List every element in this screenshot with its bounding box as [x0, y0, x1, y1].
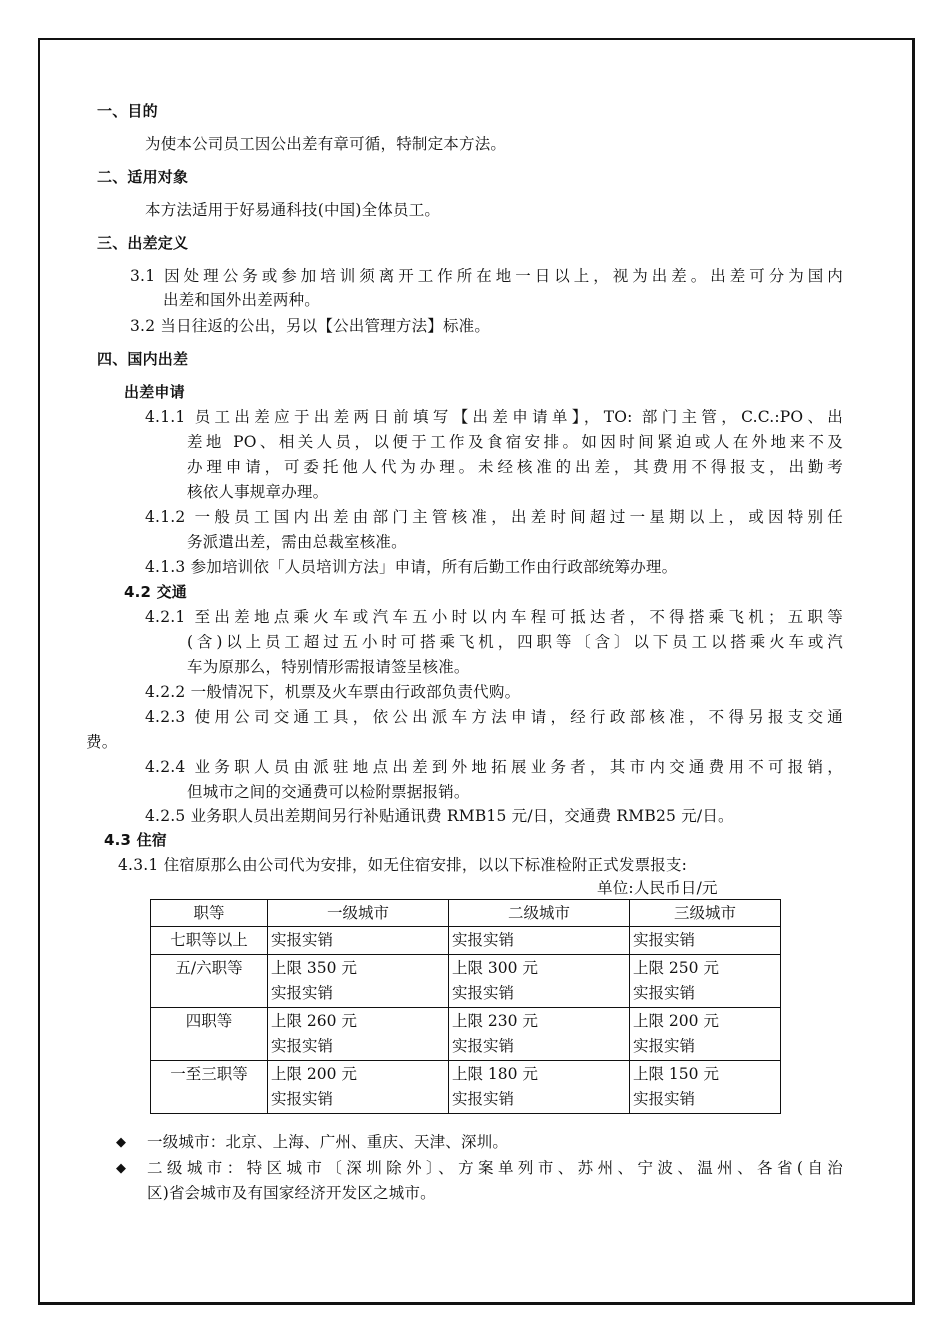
cell-line: 实报实销: [633, 1090, 696, 1108]
diamond-bullet-icon: ◆: [116, 1161, 126, 1176]
cell-line: 上限 250 元: [633, 959, 719, 977]
tier1-cell: [268, 927, 449, 955]
tier3-cell: [630, 1008, 781, 1061]
header-grade: 职等: [151, 900, 268, 927]
tier2-cell: [449, 1008, 630, 1061]
para-4-2-2: 4.2.2 一般情况下，机票及火车票由行政部负责代购。: [145, 683, 521, 701]
tier2-cities-note-line2: 区)省会城市及有国家经济开发区之城市。: [147, 1184, 436, 1202]
para-4-1-2-line2: 务派遣出差，需由总裁室核准。: [187, 533, 407, 551]
cell-line: 上限 300 元: [452, 959, 538, 977]
para-4-1-1-line4: 核依人事规章办理。: [187, 483, 329, 501]
cell-line: 实报实销: [633, 931, 696, 949]
header-tier2: 二级城市: [449, 900, 630, 927]
para-3-1-cont: 出差和国外出差两种。: [163, 291, 321, 309]
tier2-cell: [449, 1061, 630, 1114]
tier3-cell: [630, 927, 781, 955]
cell-line: 上限 150 元: [633, 1065, 719, 1083]
cell-line: 实报实销: [452, 931, 515, 949]
lodging-standard-table: [150, 899, 781, 1114]
tier1-cell: [268, 955, 449, 1008]
para-4-2-1: 4.2.1 至出差地点乘火车或汽车五小时以内车程可抵达者，不得搭乘飞机；五职等: [145, 608, 843, 626]
para-4-2-3-line2: 费。: [86, 733, 118, 751]
para-4-2-1-line3: 车为原那么，特别情形需报请签呈核准。: [187, 658, 470, 676]
cell-line: 上限 200 元: [633, 1012, 719, 1030]
para-4-1-1: 4.1.1 员工出差应于出差两日前填写【出差申请单】，TO: 部门主管，C.C.:PO、出: [145, 408, 843, 426]
cell-line: 实报实销: [271, 1090, 334, 1108]
diamond-bullet-icon: ◆: [116, 1135, 126, 1150]
subsection-lodging: 4.3 住宿: [104, 831, 167, 849]
cell-line: 上限 230 元: [452, 1012, 538, 1030]
table-row: [151, 1008, 781, 1061]
cell-line: 实报实销: [271, 984, 334, 1002]
cell-line: 实报实销: [452, 1090, 515, 1108]
cell-line: 上限 200 元: [271, 1065, 357, 1083]
para-4-3-1: 4.3.1 住宿原那么由公司代为安排，如无住宿安排，以以下标准检附正式发票报支:: [118, 856, 688, 874]
tier1-cities-note: 一级城市：北京、上海、广州、重庆、天津、深圳。: [147, 1133, 509, 1151]
cell-line: 实报实销: [633, 984, 696, 1002]
cell-line: 上限 180 元: [452, 1065, 538, 1083]
para-4-2-3: 4.2.3 使用公司交通工具，依公出派车方法申请，经行政部核准，不得另报支交通: [145, 708, 843, 726]
cell-line: 上限 260 元: [271, 1012, 357, 1030]
cell-line: 实报实销: [271, 1037, 334, 1055]
table-header-row: [151, 900, 781, 927]
section-3-title: 三、出差定义: [97, 234, 189, 252]
para-4-2-4-line2: 但城市之间的交通费可以检附票据报销。: [187, 783, 470, 801]
cell-line: 实报实销: [452, 984, 515, 1002]
section-4-title: 四、国内出差: [97, 350, 189, 368]
section-1-title: 一、目的: [97, 102, 158, 120]
cell-line: 上限 350 元: [271, 959, 357, 977]
cell-line: 实报实销: [452, 1037, 515, 1055]
tier2-cell: [449, 955, 630, 1008]
tier2-cell: [449, 927, 630, 955]
unit-label: 单位:人民币日/元: [597, 879, 718, 897]
table-row: [151, 955, 781, 1008]
para-4-1-3: 4.1.3 参加培训依「人员培训方法」申请，所有后勤工作由行政部统筹办理。: [145, 558, 678, 576]
tier3-cell: [630, 1061, 781, 1114]
section-2-title: 二、适用对象: [97, 168, 189, 186]
para-4-1-2: 4.1.2 一般员工国内出差由部门主管核准，出差时间超过一星期以上，或因特别任: [145, 508, 843, 526]
para-4-2-4: 4.2.4 业务职人员由派驻地点出差到外地拓展业务者，其市内交通费用不可报销，: [145, 758, 843, 776]
table-row: [151, 927, 781, 955]
subsection-application: 出差申请: [124, 383, 185, 401]
tier3-cell: [630, 955, 781, 1008]
header-tier1: 一级城市: [268, 900, 449, 927]
para-4-1-1-line2: 差地 PO、相关人员，以便于工作及食宿安排。如因时间紧迫或人在外地来不及: [187, 433, 843, 451]
grade-cell: 五/六职等: [151, 955, 268, 1008]
para-3-2: 3.2 当日往返的公出，另以【公出管理方法】标准。: [130, 317, 491, 335]
cell-line: 实报实销: [271, 931, 334, 949]
para-4-1-1-line3: 办理申请，可委托他人代为办理。未经核准的出差，其费用不得报支，出勤考: [187, 458, 843, 476]
tier1-cell: [268, 1008, 449, 1061]
cell-line: 实报实销: [633, 1037, 696, 1055]
tier2-cities-note: 二级城市：特区城市〔深圳除外〕、方案单列市、苏州、宁波、温州、各省(自治: [147, 1159, 843, 1177]
grade-cell: 一至三职等: [151, 1061, 268, 1114]
subsection-transport: 4.2 交通: [124, 583, 187, 601]
header-tier3: 三级城市: [630, 900, 781, 927]
page-border: [38, 38, 915, 1305]
tier1-cell: [268, 1061, 449, 1114]
section-2-body: 本方法适用于好易通科技(中国)全体员工。: [145, 201, 441, 219]
para-3-1: 3.1 因处理公务或参加培训须离开工作所在地一日以上，视为出差。出差可分为国内: [130, 267, 843, 285]
para-4-2-1-line2: (含)以上员工超过五小时可搭乘飞机，四职等〔含〕以下员工以搭乘火车或汽: [187, 633, 843, 651]
grade-cell: 七职等以上: [151, 927, 268, 955]
para-4-2-5: 4.2.5 业务职人员出差期间另行补贴通讯费 RMB15 元/日，交通费 RMB25 元/日。: [145, 807, 734, 825]
section-1-body: 为使本公司员工因公出差有章可循，特制定本方法。: [145, 135, 507, 153]
table-row: [151, 1061, 781, 1114]
grade-cell: 四职等: [151, 1008, 268, 1061]
